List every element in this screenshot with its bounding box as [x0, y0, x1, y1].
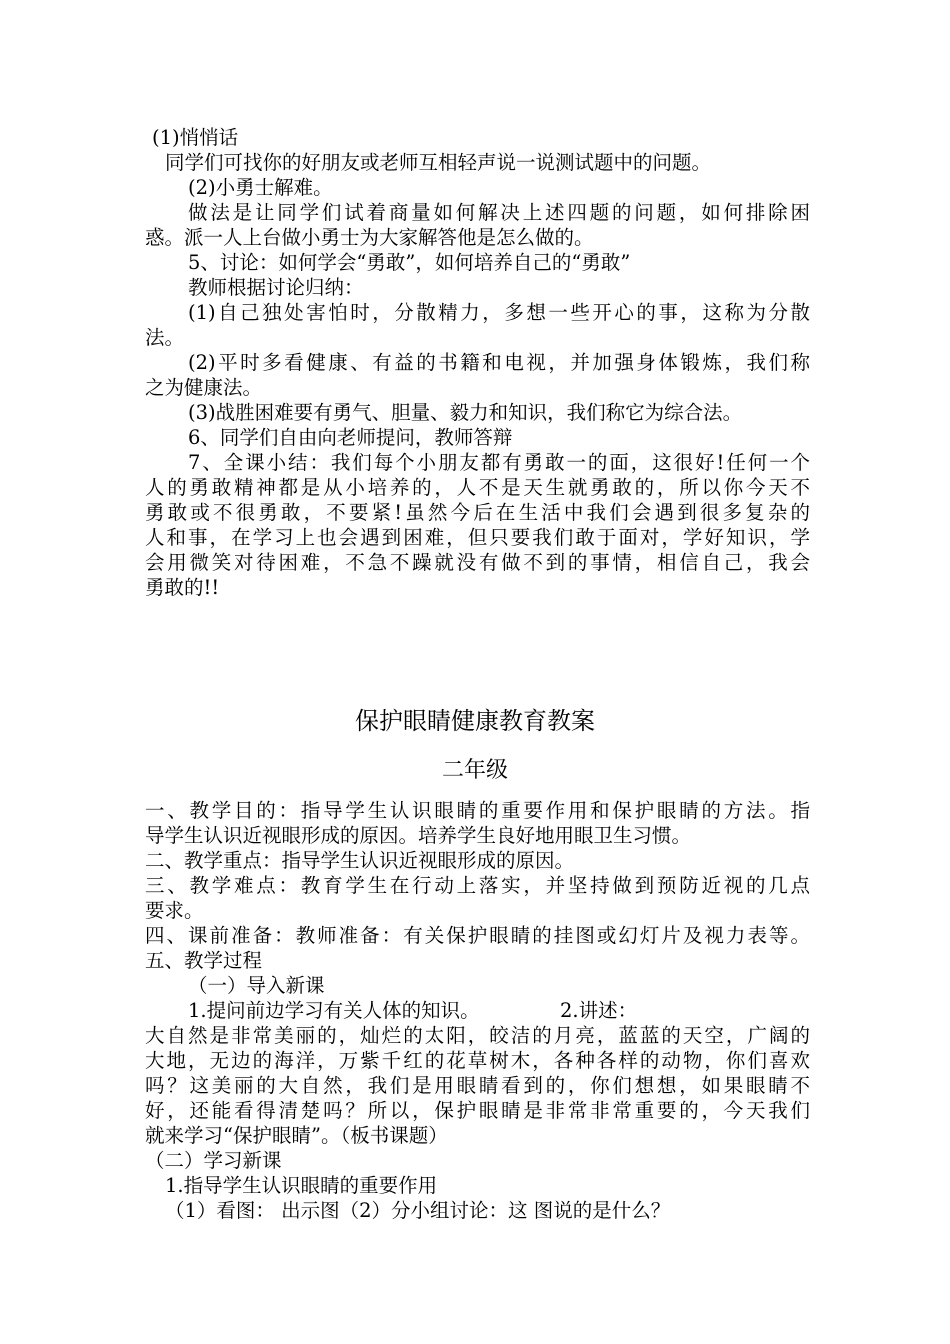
summary-line-1: 7、全课小结：我们每个小朋友都有勇敢一的面，这很好!任何一个 [188, 451, 810, 474]
goal-line-2: 导学生认识近视眼形成的原因。培养学生良好地用眼卫生习惯。 [145, 824, 692, 847]
difficulty-line-1: 三、教学难点：教育学生在行动上落实，并坚持做到预防近视的几点 [145, 874, 810, 897]
learn-item-2: （1）看图： 出示图（2）分小组讨论：这 图说的是什么？ [165, 1199, 671, 1222]
method-2-line-1: (2)平时多看健康、有益的书籍和电视，并加强身体锻炼，我们称 [188, 351, 810, 374]
lesson-title: 保护眼睛健康教育教案 [355, 707, 595, 735]
preparation: 四、课前准备：教师准备：有关保护眼睛的挂图或幻灯片及视力表等。 [145, 924, 810, 947]
whisper-heading: (1)悄悄话 [152, 126, 239, 149]
narration-line-4: 好，还能看得清楚吗？所以，保护眼睛是非常非常重要的，今天我们 [145, 1099, 810, 1122]
method-3: (3)战胜困难要有勇气、胆量、毅力和知识，我们称它为综合法。 [188, 401, 743, 424]
narration-line-3: 吗？这美丽的大自然，我们是用眼睛看到的，你们想想，如果眼睛不 [145, 1074, 810, 1097]
qa-line: 6、同学们自由向老师提问，教师答辩 [188, 426, 513, 449]
method-1-line-1: (1)自己独处害怕时，分散精力，多想一些开心的事，这称为分散 [188, 301, 810, 324]
key-point: 二、教学重点：指导学生认识近视眼形成的原因。 [145, 849, 575, 872]
intro-heading: （一）导入新课 [188, 974, 325, 997]
narration-line-5: 就来学习“保护眼睛”。（板书课题） [145, 1124, 448, 1147]
hero-heading: (2)小勇士解难。 [188, 176, 333, 199]
discuss-heading: 5、讨论：如何学会“勇敢”，如何培养自己的“勇敢” [188, 251, 631, 274]
grade-label: 二年级 [441, 758, 508, 783]
whisper-text: 同学们可找你的好朋友或老师互相轻声说一说测试题中的问题。 [165, 151, 712, 174]
summary-line-2: 人的勇敢精神都是从小培养的，人不是天生就勇敢的，所以你今天不 [145, 476, 810, 499]
summary-line-4: 人和事，在学习上也会遇到困难，但只要我们敢于面对，学好知识，学 [145, 526, 810, 549]
hero-text-line-1: 做法是让同学们试着商量如何解决上述四题的问题，如何排除困 [188, 201, 810, 224]
process-heading: 五、教学过程 [145, 949, 263, 972]
difficulty-line-2: 要求。 [145, 899, 204, 922]
goal-line-1: 一、教学目的：指导学生认识眼睛的重要作用和保护眼睛的方法。指 [145, 799, 810, 822]
method-2-line-2: 之为健康法。 [145, 376, 263, 399]
intro-question-1: 1.提问前边学习有关人体的知识。 [188, 999, 480, 1022]
learn-item-1: 1.指导学生认识眼睛的重要作用 [165, 1174, 438, 1197]
summary-line-6: 勇敢的!! [145, 576, 220, 599]
learn-heading: （二）学习新课 [145, 1149, 282, 1172]
narration-line-2: 大地，无边的海洋，万紫千红的花草树木，各种各样的动物，你们喜欢 [145, 1049, 810, 1072]
narration-line-1: 大自然是非常美丽的，灿烂的太阳，皎洁的月亮，蓝蓝的天空，广阔的 [145, 1024, 810, 1047]
teacher-summary: 教师根据讨论归纳： [188, 276, 364, 299]
summary-line-3: 勇敢或不很勇敢，不要紧!虽然今后在生活中我们会遇到很多复杂的 [145, 501, 810, 524]
method-1-line-2: 法。 [145, 326, 185, 349]
hero-text-line-2: 惑。派一人上台做小勇士为大家解答他是怎么做的。 [145, 226, 594, 249]
intro-question-2: 2.讲述： [560, 999, 638, 1022]
summary-line-5: 会用微笑对待困难，不急不躁就没有做不到的事情，相信自己，我会 [145, 551, 810, 574]
